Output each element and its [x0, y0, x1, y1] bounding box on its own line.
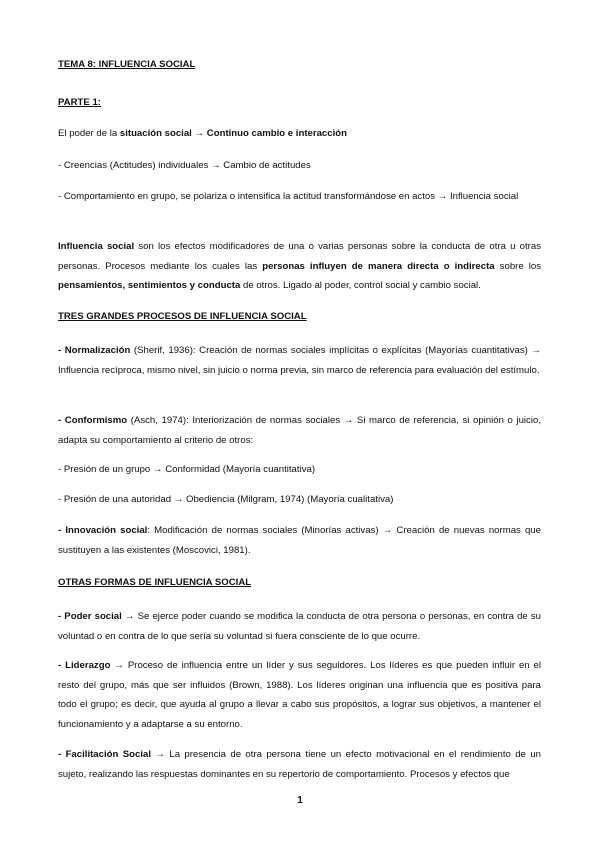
- part-label: PARTE 1:: [58, 97, 101, 108]
- facilitacion-term: - Facilitación Social: [58, 749, 151, 760]
- normalizacion-paragraph: [58, 341, 541, 380]
- conformismo-term: - Conformismo: [58, 415, 128, 426]
- section-heading-tres: TRES GRANDES PROCESOS DE INFLUENCIA SOCIAL: [58, 311, 307, 322]
- intro-strong: situación social: [119, 128, 192, 139]
- document-title: TEMA 8: INFLUENCIA SOCIAL: [58, 59, 196, 70]
- definition-paragraph: [58, 237, 541, 296]
- liderazgo-paragraph: [58, 656, 541, 734]
- liderazgo-term: - Liderazgo: [58, 660, 111, 671]
- poder-social-text: → Se ejerce poder cuando se modifica la conducta de otra persona o personas, en contra de su voluntad o en contra de lo que sería su voluntad si fuera consciente de lo que ocurre.: [58, 611, 542, 642]
- bullet-comportamiento: - Comportamiento en grupo, se polariza o intensifica la actitud transformándose en actos → Influencia social: [58, 191, 519, 202]
- intro-line: [58, 124, 541, 144]
- facilitacion-text: → La presencia de otra persona tiene un efecto motivacional en el rendimiento de un sujeto, realizando las respuestas dominantes en su repertorio de comportamiento. Procesos y efectos que: [58, 749, 541, 780]
- bullet-creencias: - Creencias (Actitudes) individuales → Cambio de actitudes: [58, 160, 311, 171]
- conformismo-paragraph: [58, 411, 541, 450]
- bullet-presion-autoridad: - Presión de una autoridad → Obediencia (Milgram, 1974) (Mayoría cualitativa): [58, 494, 394, 505]
- intro-text: El poder de la: [58, 128, 120, 139]
- definition-text-3: de otros. Ligado al poder, control social y cambio social.: [240, 280, 481, 291]
- innovacion-paragraph: [58, 521, 541, 560]
- poder-social-paragraph: [58, 607, 541, 646]
- normalizacion-term: - Normalización: [58, 345, 131, 356]
- definition-term: Influencia social: [58, 241, 135, 252]
- innovacion-text: : Modificación de normas sociales (Minorías activas) → Creación de nuevas normas que sustituyen a las existentes (Moscovici, 1981).: [58, 525, 541, 556]
- definition-bold-1: personas influyen de manera directa o indirecta: [262, 260, 495, 272]
- definition-text-1: son los efectos modificadores de una o varias personas sobre la conducta de otra u otras personas. Procesos mediante los cuales las: [58, 241, 541, 272]
- liderazgo-text: → Proceso de influencia entre un líder y sus seguidores. Los líderes es que pueden influir en el resto del grupo, más que ser influidos (Brown, 1988). Los líderes originan una influencia que es positiva para todo el grupo; es decir, que ayuda al grupo a llevar a cabo sus propósitos, a lograr sus objetivos, a mantener el funcionamiento y a adaptarse a su entorno.: [58, 660, 542, 730]
- normalizacion-text: (Sherif, 1936): Creación de normas sociales implícitas o explícitas (Mayorías cuantitativas) → Influencia recíproca, mismo nivel, sin juicio o norma previa, sin marco de referencia para evaluación del estímulo.: [58, 345, 542, 376]
- intro-strong-2: Continuo cambio e interacción: [206, 128, 347, 139]
- facilitacion-paragraph: [58, 745, 541, 784]
- section-heading-otras: OTRAS FORMAS DE INFLUENCIA SOCIAL: [58, 577, 252, 588]
- poder-social-term: - Poder social: [58, 611, 122, 622]
- bullet-presion-grupo: - Presión de un grupo → Conformidad (Mayoría cuantitativa): [58, 464, 316, 475]
- definition-text-2: sobre los: [494, 260, 542, 272]
- definition-bold-2: pensamientos, sentimientos y conducta: [58, 280, 241, 291]
- conformismo-text: (Asch, 1974): Interiorización de normas sociales → Si marco de referencia, si opinión o juicio, adapta su comportamiento al criterio de otros:: [58, 415, 541, 446]
- intro-arrow: →: [191, 128, 207, 139]
- page-number: 1: [297, 795, 303, 806]
- innovacion-term: - Innovación social: [58, 525, 148, 536]
